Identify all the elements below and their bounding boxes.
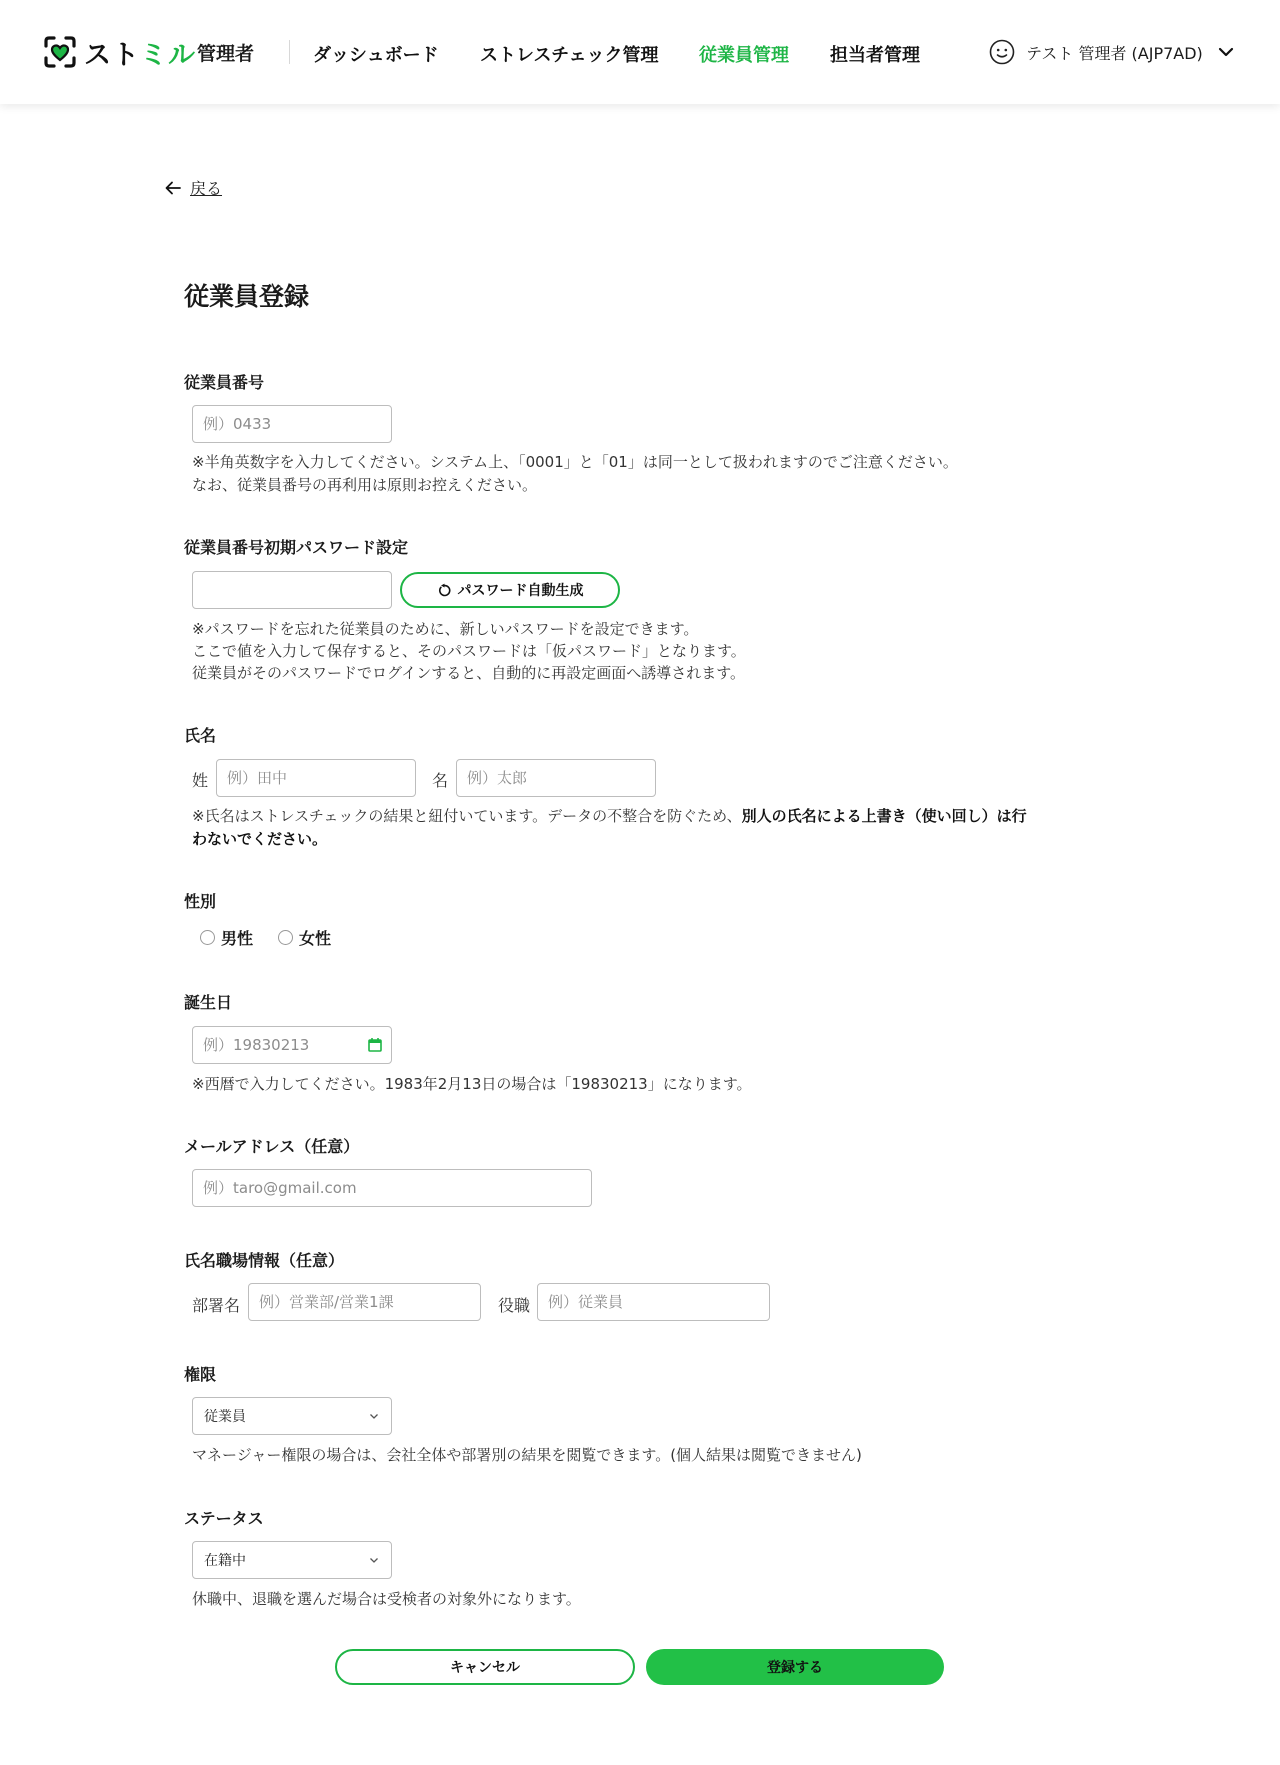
radio-button-male[interactable] xyxy=(200,930,215,945)
first-name-input[interactable] xyxy=(456,759,656,797)
initial-password-label: 従業員番号初期パスワード設定 xyxy=(184,538,409,557)
department-input[interactable] xyxy=(248,1283,481,1321)
name-note-text: ※氏名はストレスチェックの結果と紐付いています。データの不整合を防ぐため、 xyxy=(192,807,742,825)
gender-label: 性別 xyxy=(184,892,217,911)
birthday-label: 誕生日 xyxy=(184,993,233,1012)
last-name-label: 姓 xyxy=(192,771,209,790)
cancel-button[interactable]: キャンセル xyxy=(335,1649,635,1685)
status-label: ステータス xyxy=(184,1509,264,1528)
status-note: 休職中、退職を選んだ場合は受検者の対象外になります。 xyxy=(192,1590,581,1608)
employee-number-label: 従業員番号 xyxy=(184,373,265,392)
logo-text-main: スト xyxy=(84,40,140,71)
chevron-down-icon xyxy=(368,1554,380,1566)
last-name-input[interactable] xyxy=(216,759,416,797)
name-note-bold-1: 別人の氏名による上書き（使い回し）は行 xyxy=(741,807,1027,825)
gender-option-female[interactable] xyxy=(278,926,331,949)
birthday-note: ※西暦で入力してください。1983年2月13日の場合は「19830213」になります。 xyxy=(192,1075,752,1093)
first-name-label: 名 xyxy=(432,771,449,790)
register-button[interactable]: 登録する xyxy=(646,1649,944,1685)
logo-wordmark[interactable] xyxy=(84,33,196,72)
initial-password-note-3: 従業員がそのパスワードでログインすると、自動的に再設定画面へ誘導されます。 xyxy=(192,664,746,682)
logo-heart-scan-icon xyxy=(44,36,76,68)
radio-button-female[interactable] xyxy=(278,930,293,945)
role-input[interactable] xyxy=(537,1283,770,1321)
initial-password-input[interactable] xyxy=(192,571,392,609)
arrow-left-icon xyxy=(164,179,182,197)
chevron-down-icon xyxy=(368,1410,380,1422)
nav-staff[interactable]: 担当者管理 xyxy=(830,45,920,66)
role-label: 役職 xyxy=(498,1296,531,1315)
gender-female-label: 女性 xyxy=(299,929,332,948)
permission-select[interactable] xyxy=(192,1397,392,1435)
refresh-icon xyxy=(437,583,452,598)
employee-number-input[interactable] xyxy=(192,405,392,443)
generate-password-button[interactable] xyxy=(400,572,620,608)
smiley-face-icon xyxy=(989,39,1015,65)
permission-label: 権限 xyxy=(184,1365,217,1384)
chevron-down-icon[interactable] xyxy=(1217,43,1235,61)
user-name: テスト 管理者 (AJP7AD) xyxy=(1026,43,1203,63)
name-note-2 xyxy=(192,828,327,850)
nav-stress-check[interactable]: ストレスチェック管理 xyxy=(480,45,659,66)
back-link[interactable] xyxy=(164,176,222,199)
back-label: 戻る xyxy=(190,179,223,198)
admin-label: 管理者 xyxy=(197,43,255,65)
name-note-bold-2: わないでください。 xyxy=(192,830,328,848)
initial-password-note-1: ※パスワードを忘れた従業員のために、新しいパスワードを設定できます。 xyxy=(192,620,699,638)
gender-option-male[interactable] xyxy=(200,926,253,949)
generate-password-label: パスワード自動生成 xyxy=(457,583,584,599)
nav-employees[interactable]: 従業員管理 xyxy=(699,45,789,66)
page-title: 従業員登録 xyxy=(184,282,310,311)
birthday-input[interactable] xyxy=(192,1026,392,1064)
nav-dashboard[interactable]: ダッシュボード xyxy=(313,45,439,66)
name-note-1 xyxy=(192,805,1027,827)
email-label: メールアドレス（任意） xyxy=(184,1137,360,1156)
initial-password-note-2: ここで値を入力して保存すると、そのパスワードは「仮パスワード」となります。 xyxy=(192,642,746,660)
calendar-icon[interactable] xyxy=(367,1037,383,1053)
logo-text-accent: ミル xyxy=(140,40,196,71)
email-input[interactable] xyxy=(192,1169,592,1207)
employee-number-note-2: なお、従業員番号の再利用は原則お控えください。 xyxy=(192,476,538,494)
department-label: 部署名 xyxy=(192,1296,241,1315)
name-label: 氏名 xyxy=(184,726,217,745)
status-select[interactable] xyxy=(192,1541,392,1579)
status-selected-value: 在籍中 xyxy=(204,1553,246,1569)
top-header xyxy=(0,0,1280,104)
header-divider xyxy=(289,40,290,64)
workplace-label: 氏名職場情報（任意） xyxy=(184,1251,345,1270)
permission-note: マネージャー権限の場合は、会社全体や部署別の結果を閲覧できます。(個人結果は閲覧できません) xyxy=(192,1446,862,1464)
gender-male-label: 男性 xyxy=(221,929,254,948)
employee-number-note-1: ※半角英数字を入力してください。システム上、「0001」と「01」は同一として扱われますのでご注意ください。 xyxy=(192,453,958,471)
permission-selected-value: 従業員 xyxy=(204,1409,246,1425)
user-menu[interactable] xyxy=(989,37,1235,67)
